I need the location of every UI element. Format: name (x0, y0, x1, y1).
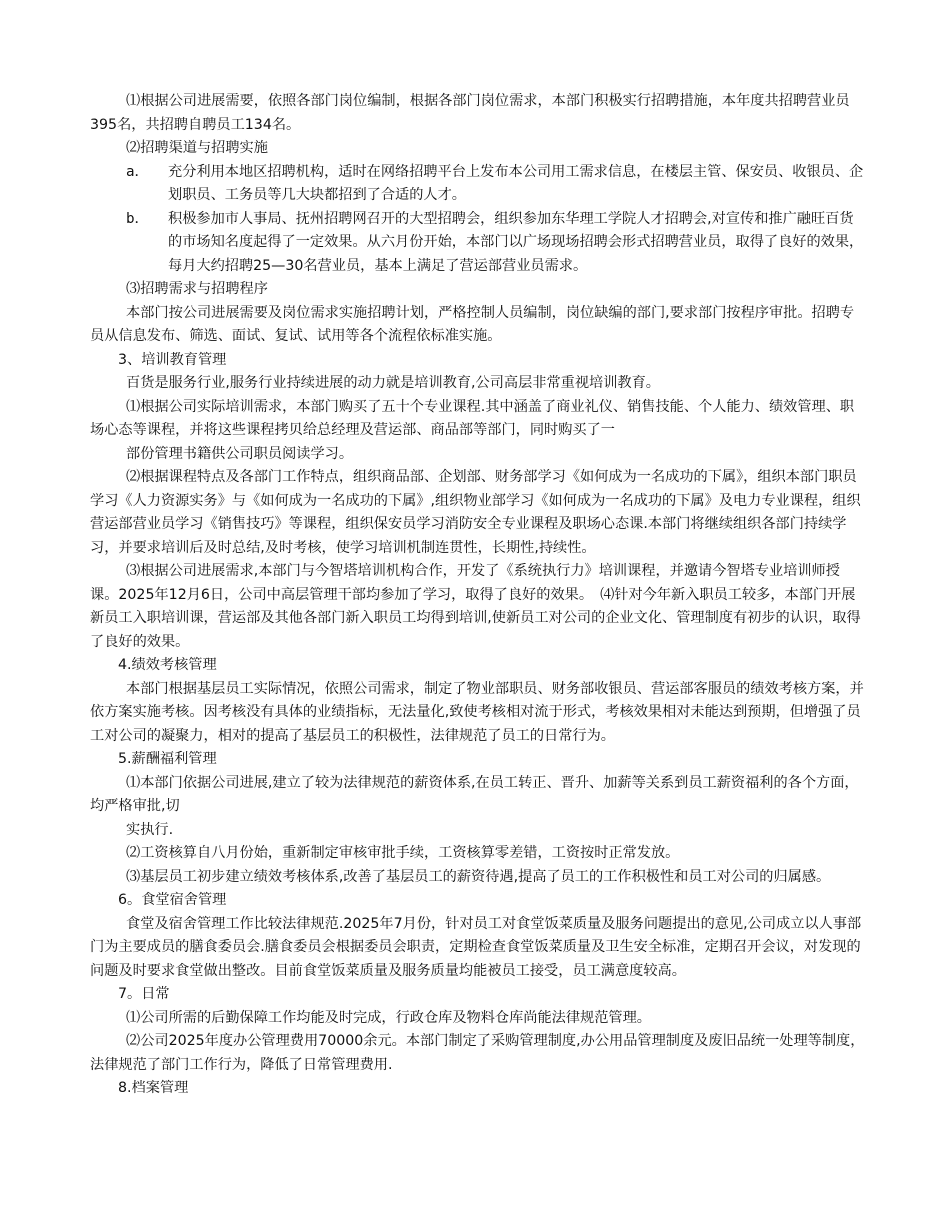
paragraph-compensation-1-cont: 实执行. (126, 821, 174, 838)
subheading-recruit-channels: ⑵招聘渠道与招聘实施 (126, 140, 268, 156)
subheading-recruit-process: ⑶招聘需求与招聘程序 (126, 281, 268, 297)
list-item-b (90, 208, 865, 279)
paragraph-compensation-1: ⑴本部门依据公司进展,建立了较为法律规范的薪资体系,在员工转正、晋升、加薪等关系到员工薪资福利的各个方面，均严格审批,切 (90, 774, 859, 814)
paragraph-training-1: ⑴根据公司实际培训需求，本部门购买了五十个专业课程.其中涵盖了商业礼仪、销售技能、个人能力、绩效管理、职场心态等课程，并将这些课程拷贝给总经理及营运部、商品部等部门，同时购买了一 (90, 398, 855, 438)
section-heading-daily: 7。日常 (118, 986, 170, 1002)
paragraph-recruit-summary: ⑴根据公司进展需要，依照各部门岗位编制，根据各部门岗位需求，本部门积极实行招聘措施，本年度共招聘营业员395名，共招聘自聘员工134名。 (90, 93, 850, 133)
list-item-a-text: 充分利用本地区招聘机构，适时在网络招聘平台上发布本公司用工需求信息，在楼层主管、保安员、收银员、企划职员、工务员等几大块都招到了合适的人才。 (168, 163, 864, 203)
paragraph-training-3: ⑶根据公司进展需求,本部门与今智塔培训机构合作，开发了《系统执行力》培训课程，并邀请今智塔专业培训师授课。2025年12月6日，公司中高层管理干部均参加了学习，取得了良好的效果。 ⑷针对今年新入职员工较多，本部门开展新员工入职培训课，营运部及其他各部门新入职员工均得到培训,使新员工对公司的企业文化、管理制度有初步的认识，取得了良好的效果。 (90, 563, 861, 650)
list-marker-a: a． (126, 163, 149, 180)
section-heading-performance: 4.绩效考核管理 (118, 657, 217, 673)
section-heading-training: 3、培训教育管理 (118, 351, 227, 368)
section-heading-archives: 8.档案管理 (118, 1080, 189, 1096)
list-item-b-text: 积极参加市人事局、抚州招聘网召开的大型招聘会，组织参加东华理工学院人才招聘会,对宣传和推广融旺百货的市场知名度起得了一定效果。从六月份开始，本部门以广场现场招聘会形式招聘营业员，取得了良好的效果，每月大约招聘25—30名营业员，基本上满足了营运部营业员需求。 (168, 210, 864, 274)
section-heading-compensation: 5.薪酬福利管理 (118, 751, 217, 767)
paragraph-training-1-cont: 部份管理书籍供公司职员阅读学习。 (126, 445, 354, 462)
list-marker-b: b． (126, 210, 149, 227)
paragraph-canteen: 食堂及宿舍管理工作比较法律规范.2025年7月份，针对员工对食堂饭菜质量及服务问题提出的意见,公司成立以人事部门为主要成员的膳食委员会.膳食委员会根据委员会职责，定期检查食堂饭菜质量及卫生安全标准，定期召开会议，对发现的问题及时要求食堂做出整改。目前食堂饭菜质量及服务质量均能被员工接受，员工满意度较高。 (90, 915, 862, 979)
paragraph-compensation-2: ⑵工资核算自八月份始，重新制定审核审批手续，工资核算零差错，工资按时正常发放。 (126, 845, 680, 861)
paragraph-recruit-process: 本部门按公司进展需要及岗位需求实施招聘计划，严格控制人员编制，岗位缺编的部门,要求部门按程序审批。招聘专员从信息发布、筛选、面试、复试、试用等各个流程依标准实施。 (90, 304, 855, 344)
paragraph-compensation-3: ⑶基层员工初步建立绩效考核体系,改善了基层员工的薪资待遇,提高了员工的工作积极性和员工对公司的归属感。 (126, 868, 831, 885)
paragraph-performance: 本部门根据基层员工实际情况，依照公司需求，制定了物业部职员、财务部收银员、营运部客服员的绩效考核方案，并依方案实施考核。因考核没有具体的业绩指标，无法量化,致使考核相对流于形式，考核效果相对未能达到预期，但增强了员工对公司的凝聚力，相对的提高了基层员工的积极性，法律规范了员工的日常行为。 (90, 680, 864, 744)
paragraph-daily-2: ⑵公司2025年度办公管理费用70000余元。本部门制定了采购管理制度,办公用品管理制度及废旧品统一处理等制度，法律规范了部门工作行为，降低了日常管理费用. (90, 1033, 865, 1073)
list-item-a (90, 161, 865, 208)
document-body (90, 90, 865, 1101)
section-heading-canteen: 6。食堂宿舍管理 (118, 892, 227, 908)
paragraph-training-2: ⑵根据课程特点及各部门工作特点，组织商品部、企划部、财务部学习《如何成为一名成功的下属》，组织本部门职员学习《人力资源实务》与《如何成为一名成功的下属》,组织物业部学习《如何成为一名成功的下属》及电力专业课程，组织营运部营业员学习《销售技巧》等课程，组织保安员学习消防安全专业课程及职场心态课.本部门将继续组织各部门持续学习，并要求培训后及时总结,及时考核，使学习培训机制连贯性，长期性,持续性。 (90, 469, 861, 556)
paragraph-daily-1: ⑴公司所需的后勤保障工作均能及时完成，行政仓库及物料仓库尚能法律规范管理。 (126, 1009, 651, 1026)
paragraph-training-intro: 百货是服务行业,服务行业持续进展的动力就是培训教育,公司高层非常重视培训教育。 (126, 375, 660, 391)
